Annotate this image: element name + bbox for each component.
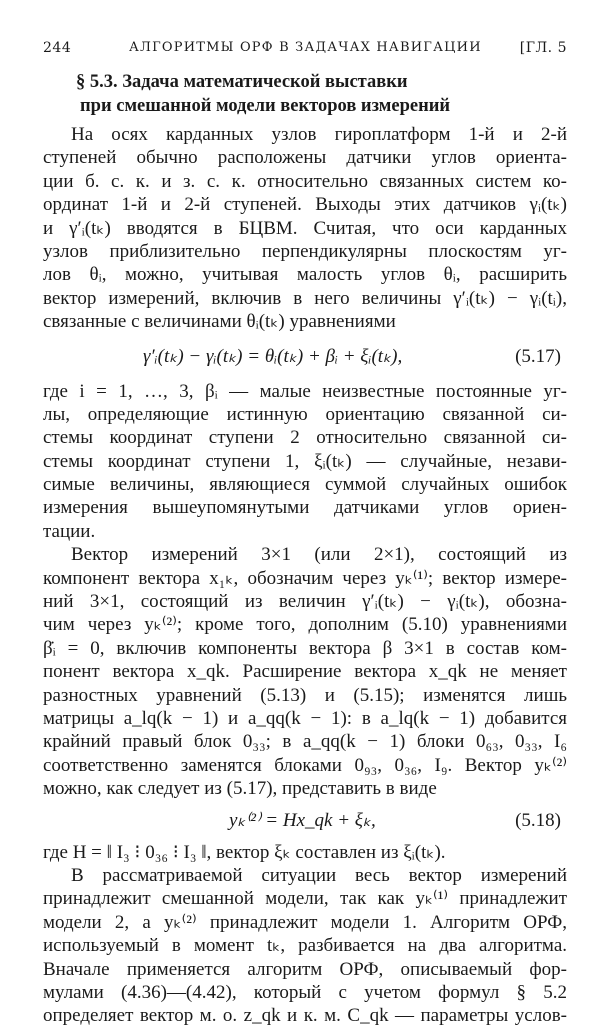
text-line: измерения вышеупомянутыми датчиками углов ориен- — [43, 497, 567, 519]
running-title: АЛГОРИТМЫ ОРФ В ЗАДАЧАХ НАВИГАЦИИ — [129, 40, 482, 55]
text-line: принадлежит смешанной модели, так как yₖ⁽¹⁾ принадлежит — [43, 888, 567, 910]
section-title-line: при смешанной модели векторов измерений — [80, 96, 451, 116]
text-line: матрицы a_lq(k − 1) и a_qq(k − 1): в a_lq(k − 1) добавится — [43, 707, 567, 729]
equation-5-18 — [43, 801, 567, 841]
text-line: используемый в момент tₖ, разбивается на два алгоритма. — [43, 935, 567, 957]
section-title — [76, 70, 556, 118]
text-line: лы, определяющие истинную ориентацию связанной си- — [43, 403, 567, 425]
section-title-line: § 5.3. Задача математической выставки — [76, 72, 408, 92]
text-line: и γ′ᵢ(tₖ) вводятся в БЦВМ. Считая, что оси карданных — [43, 217, 567, 239]
text-line: ний 3×1, состоящий из величин γ′ᵢ(tₖ) − γᵢ(tₖ), обозна- — [43, 591, 567, 613]
text-line: β̇ᵢ = 0, включив компоненты вектора β 3×1 в состав ком- — [43, 637, 567, 659]
text-line: лов θᵢ, можно, учитывая малость углов θᵢ, расширить — [43, 264, 567, 286]
text-line: компонент вектора x₁ₖ, обозначим через yₖ⁽¹⁾; вектор измере- — [43, 567, 567, 589]
chapter-marker: [ГЛ. 5 — [519, 40, 567, 56]
text-line: где H = ‖ I₃ ⁝ 0₃₆ ⁝ I₃ ‖, вектор ξₖ составлен из ξᵢ(tₖ). — [43, 841, 446, 863]
text-line: ции б. с. к. и з. с. к. относительно связанных систем ко- — [43, 170, 567, 192]
text-line: разностных уравнений (5.13) и (5.15); изменятся лишь — [43, 684, 567, 706]
equation-5-17 — [43, 334, 567, 380]
text-line: определяет вектор м. о. z_qk и к. м. C_qk — параметры услов- — [43, 1005, 567, 1027]
body-text — [43, 123, 567, 1028]
text-line: модели 2, а yₖ⁽²⁾ принадлежит модели 1. Алгоритм ОРФ, — [43, 911, 567, 933]
text-line: чим через yₖ⁽²⁾; кроме того, дополним (5.10) уравнениями — [43, 614, 567, 636]
page-number: 244 — [43, 40, 72, 56]
text-line: узлов приблизительно перпендикулярны плоскостям уг- — [43, 240, 567, 262]
equation-formula: yₖ⁽²⁾ = Hx_qk + ξₖ, — [229, 809, 376, 831]
text-line: ступеней обычно расположены датчики углов ориента- — [43, 147, 567, 169]
text-line: понент вектора x_qk. Расширение вектора x_qk не меняет — [43, 661, 567, 683]
text-line: Вектор измерений 3×1 (или 2×1), состоящий из — [71, 544, 567, 566]
text-line: ординат 1-й и 2-й ступеней. Выходы этих датчиков γᵢ(tₖ) — [43, 194, 567, 216]
equation-formula: γ′ᵢ(tₖ) − γᵢ(tₖ) = θᵢ(tₖ) + βᵢ + ξᵢ(tₖ), — [143, 345, 403, 367]
equation-number: (5.18) — [515, 809, 561, 831]
text-line: можно, как следует из (5.17), представить в виде — [43, 778, 437, 800]
text-line: В рассматриваемой ситуации весь вектор измерений — [71, 864, 567, 886]
text-line: мулами (4.36)—(4.42), который с учетом формул § 5.2 — [43, 981, 567, 1003]
text-line: тации. — [43, 520, 96, 542]
text-line: крайний правый блок 0₃₃; в a_qq(k − 1) блоки 0₆₃, 0₃₃, I₆ — [43, 731, 567, 753]
text-line: стемы координат ступени 1, ξᵢ(tₖ) — случайные, незави- — [43, 450, 567, 472]
text-line: соответственно заменятся блоками 0₉₃, 0₃₆, I₉. Вектор yₖ⁽²⁾ — [43, 754, 567, 776]
text-line: стемы координат ступени 2 относительно связанной си- — [43, 427, 567, 449]
running-header — [43, 40, 567, 62]
text-line: связанные с величинами θᵢ(tₖ) уравнениями — [43, 311, 396, 333]
text-line: симые величины, являющиеся суммой случайных ошибок — [43, 474, 567, 496]
text-line: На осях карданных узлов гироплатформ 1-й и 2-й — [71, 124, 567, 145]
text-line: вектор измерений, включив в него величины γ′ᵢ(tₖ) − γᵢ(tᵢ), — [43, 287, 567, 309]
text-line: где i = 1, …, 3, βᵢ — малые неизвестные постоянные уг- — [43, 380, 567, 402]
text-line: Вначале применяется алгоритм ОРФ, описываемый фор- — [43, 958, 567, 980]
equation-number: (5.17) — [515, 345, 561, 367]
